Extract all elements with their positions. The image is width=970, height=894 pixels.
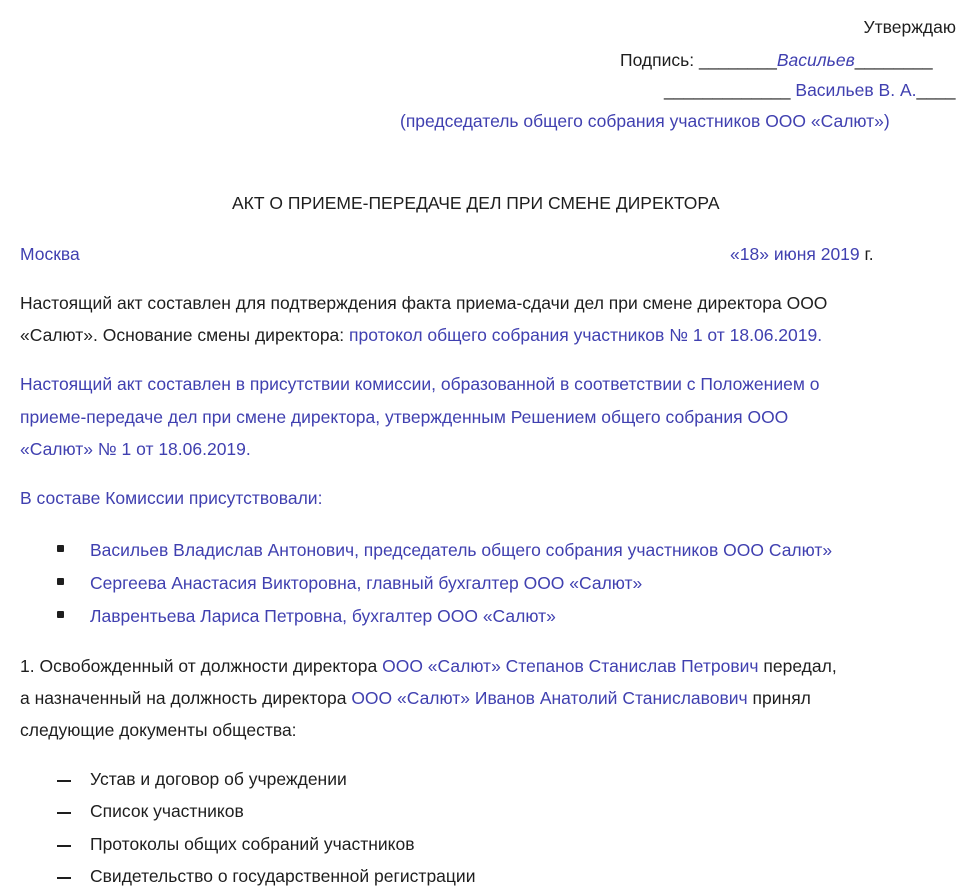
list-item: Свидетельство о государственной регистрации — [90, 866, 476, 886]
dash-icon — [57, 845, 71, 847]
para3-former-director: ООО «Салют» Степанов Станислав Петрович — [382, 656, 759, 676]
signature-value: Васильев — [776, 50, 855, 70]
para3-line3: следующие документы общества: — [20, 720, 297, 740]
approver-name-line — [664, 80, 955, 101]
list-item: Протоколы общих собраний участников — [90, 834, 415, 854]
para3-text: передал, — [763, 656, 837, 676]
dash-icon — [57, 812, 71, 814]
signature-blank: ________ — [699, 50, 777, 70]
para3-line1 — [20, 656, 837, 677]
signature-line — [620, 50, 933, 71]
bullet-icon — [57, 578, 64, 585]
para1-line2 — [20, 325, 822, 346]
para3-line2 — [20, 688, 811, 709]
document-date — [730, 244, 874, 265]
date-suffix: г. — [864, 244, 874, 264]
bullet-icon — [57, 545, 64, 552]
list-item: Сергеева Анастасия Викторовна, главный бухгалтер ООО «Салют» — [90, 573, 643, 593]
list-item: Лаврентьева Лариса Петровна, бухгалтер ООО «Салют» — [90, 606, 556, 626]
document-title: АКТ О ПРИЕМЕ-ПЕРЕДАЧЕ ДЕЛ ПРИ СМЕНЕ ДИРЕКТОРА — [232, 193, 720, 213]
date-day: «18» — [730, 244, 769, 264]
name-blank: ____ — [916, 80, 956, 100]
para1-basis-value: протокол общего собрания участников № 1 от 18.06.2019. — [349, 325, 823, 345]
para3-text: принял — [752, 688, 811, 708]
place: Москва — [20, 244, 80, 264]
signature-label: Подпись: — [620, 50, 695, 70]
para3-new-director: ООО «Салют» Иванов Анатолий Станиславович — [351, 688, 748, 708]
dash-icon — [57, 780, 71, 782]
list-item: Список участников — [90, 801, 244, 821]
bullet-icon — [57, 611, 64, 618]
date-month-year: июня 2019 — [773, 244, 860, 264]
para3-text: 1. Освобожденный от должности директора — [20, 656, 378, 676]
signature-blank: ________ — [854, 50, 933, 70]
dash-icon — [57, 877, 71, 879]
para2-line2: приеме-передаче дел при смене директора, утвержденным Решением общего собрания ООО — [20, 407, 789, 427]
approver-name: Васильев В. А. — [795, 80, 917, 100]
para2-line1: Настоящий акт составлен в присутствии комиссии, образованной в соответствии с Положением о — [20, 374, 820, 394]
name-blank: _____________ — [664, 80, 791, 100]
para1-basis-label: «Салют». Основание смены директора: — [20, 325, 345, 345]
approver-position: (председатель общего собрания участников ООО «Салют») — [400, 111, 890, 131]
list-item: Васильев Владислав Антонович, председатель общего собрания участников ООО Салют» — [90, 540, 833, 560]
para1-line1: Настоящий акт составлен для подтверждения факта приема-сдачи дел при смене директора ООО — [20, 293, 828, 313]
commission-heading: В составе Комиссии присутствовали: — [20, 488, 323, 508]
para2-line3: «Салют» № 1 от 18.06.2019. — [20, 439, 251, 459]
approve-label: Утверждаю — [863, 17, 956, 37]
para3-text: а назначенный на должность директора — [20, 688, 347, 708]
list-item: Устав и договор об учреждении — [90, 769, 347, 789]
